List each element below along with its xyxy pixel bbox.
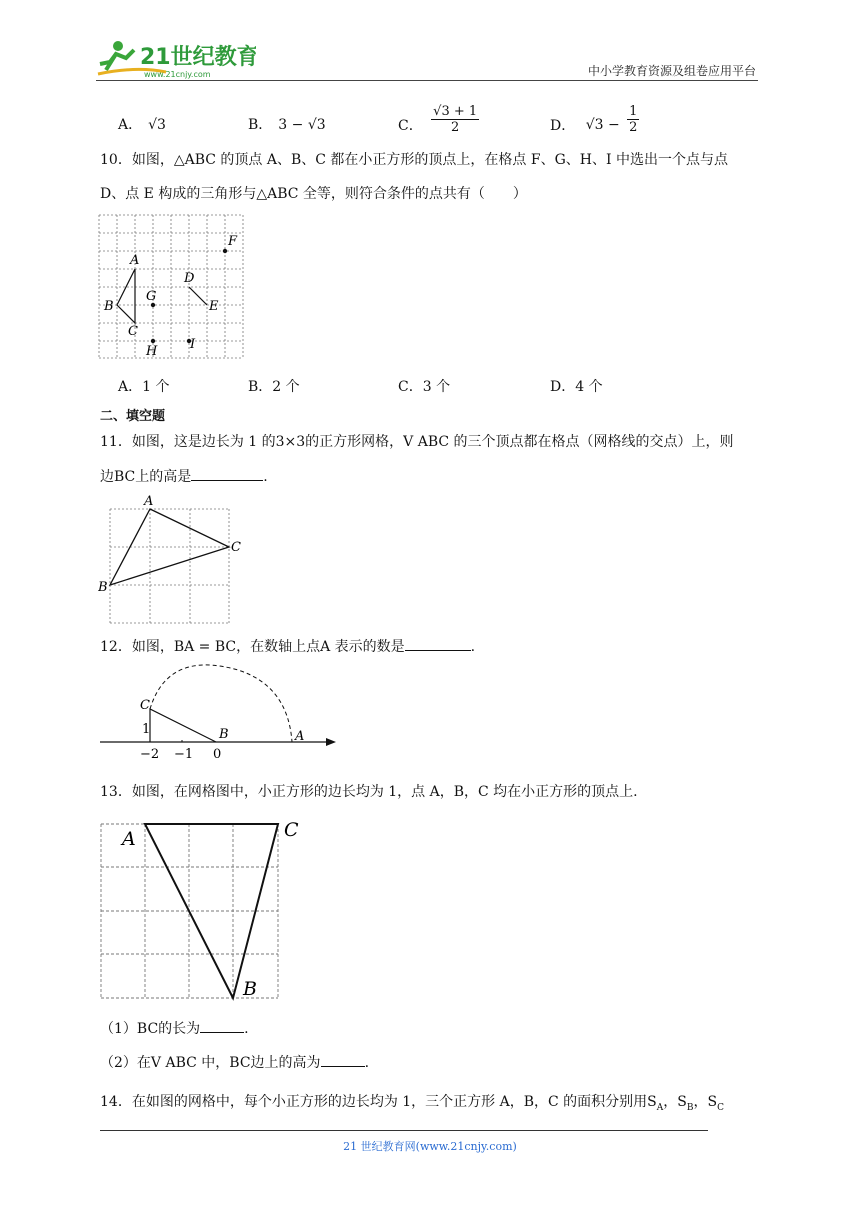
label-a: A	[122, 828, 136, 850]
logo-url: www.21cnjy.com	[144, 70, 211, 79]
label-b: B	[243, 978, 257, 1000]
q13-text-line1: 13．如图，在网格图中，小正方形的边长均为 1，点 A，B，C 均在小正方形的顶点上.	[100, 784, 638, 800]
q10-option-a: A．1 个	[118, 379, 170, 395]
point-f	[223, 249, 227, 253]
q13-sub2-blank	[321, 1052, 365, 1067]
tick-0: 0	[213, 747, 222, 762]
runner-logo-icon	[96, 36, 256, 80]
q11-text-line1: 11．如图，这是边长为 1 的3×3的正方形网格，V ABC 的三个顶点都在格点（网格线的交点）上，则	[100, 434, 734, 450]
header-divider	[96, 80, 758, 81]
label-1: 1	[142, 722, 151, 737]
q12-answer-blank	[405, 636, 471, 651]
q9-option-a: A． √3	[118, 117, 166, 133]
q12-number-line-figure	[98, 662, 342, 762]
label-c: C	[140, 698, 150, 713]
q14-text-line1: 14．在如图的网格中，每个小正方形的边长均为 1，三个正方形 A，B，C 的面积分别用$S_A$，$S_B$，$S_C$	[100, 1094, 724, 1113]
header-platform-text: 中小学教育资源及组卷应用平台	[587, 64, 756, 78]
label-c: C	[128, 324, 138, 339]
q11-answer-blank	[191, 466, 263, 481]
q13-sub1: （1）BC的长为 .	[100, 1018, 249, 1039]
footer-text: 21 世纪教育网(www.21cnjy.com)	[343, 1140, 517, 1153]
q13-sub1-blank	[200, 1018, 244, 1033]
q10-text-line2: D、点 E 构成的三角形与△ABC 全等，则符合条件的点共有（ ）	[100, 186, 527, 202]
label-c: C	[284, 819, 299, 841]
label-f: F	[228, 234, 238, 249]
label-d: D	[184, 271, 195, 286]
section-title-fill-blank: 二、填空题	[100, 409, 166, 424]
q9-option-d: D． √3 − $\frac{1}{2}$	[550, 104, 638, 135]
axis-arrow-icon	[326, 738, 336, 746]
label-a: A	[130, 253, 140, 268]
label-i: I	[190, 337, 196, 352]
logo-text: 21世纪教育	[140, 45, 256, 70]
tick-minus2: −2	[140, 747, 160, 762]
q11-text-line2: 边BC上的高是 .	[100, 466, 268, 487]
label-g: G	[146, 289, 157, 304]
label-c: C	[231, 540, 241, 555]
footer-divider	[100, 1130, 708, 1131]
triangle-abc	[117, 269, 135, 323]
tick-minus1: −1	[174, 747, 194, 762]
q10-option-d: D．4 个	[550, 379, 603, 395]
q9-option-b: B． 3 − √3	[248, 117, 326, 133]
label-b: B	[219, 727, 229, 742]
q13-sub2: （2）在V ABC 中，BC边上的高为 .	[100, 1052, 369, 1073]
q13-grid-figure	[98, 814, 308, 1004]
right-triangle	[150, 709, 216, 742]
q12-text-line1: 12．如图，BA = BC，在数轴上点A 表示的数是 .	[100, 636, 475, 657]
label-a: A	[295, 729, 305, 744]
q10-text-line1: 10．如图，△ABC 的顶点 A、B、C 都在小正方形的顶点上，在格点 F、G、H、I 中选出一个点与点	[100, 152, 728, 168]
label-h: H	[146, 344, 158, 359]
segment-de	[189, 287, 207, 305]
point-h	[151, 339, 155, 343]
label-e: E	[209, 299, 219, 314]
q9-option-c: C． $\frac{√3 + 1}{2}$	[398, 104, 478, 135]
q10-option-c: C．3 个	[398, 379, 451, 395]
label-b: B	[98, 580, 108, 595]
q10-grid-figure	[98, 214, 246, 360]
label-b: B	[104, 299, 114, 314]
q11-grid-figure	[98, 492, 248, 626]
label-a: A	[144, 494, 154, 509]
logo	[96, 36, 256, 80]
q10-option-b: B．2 个	[248, 379, 300, 395]
